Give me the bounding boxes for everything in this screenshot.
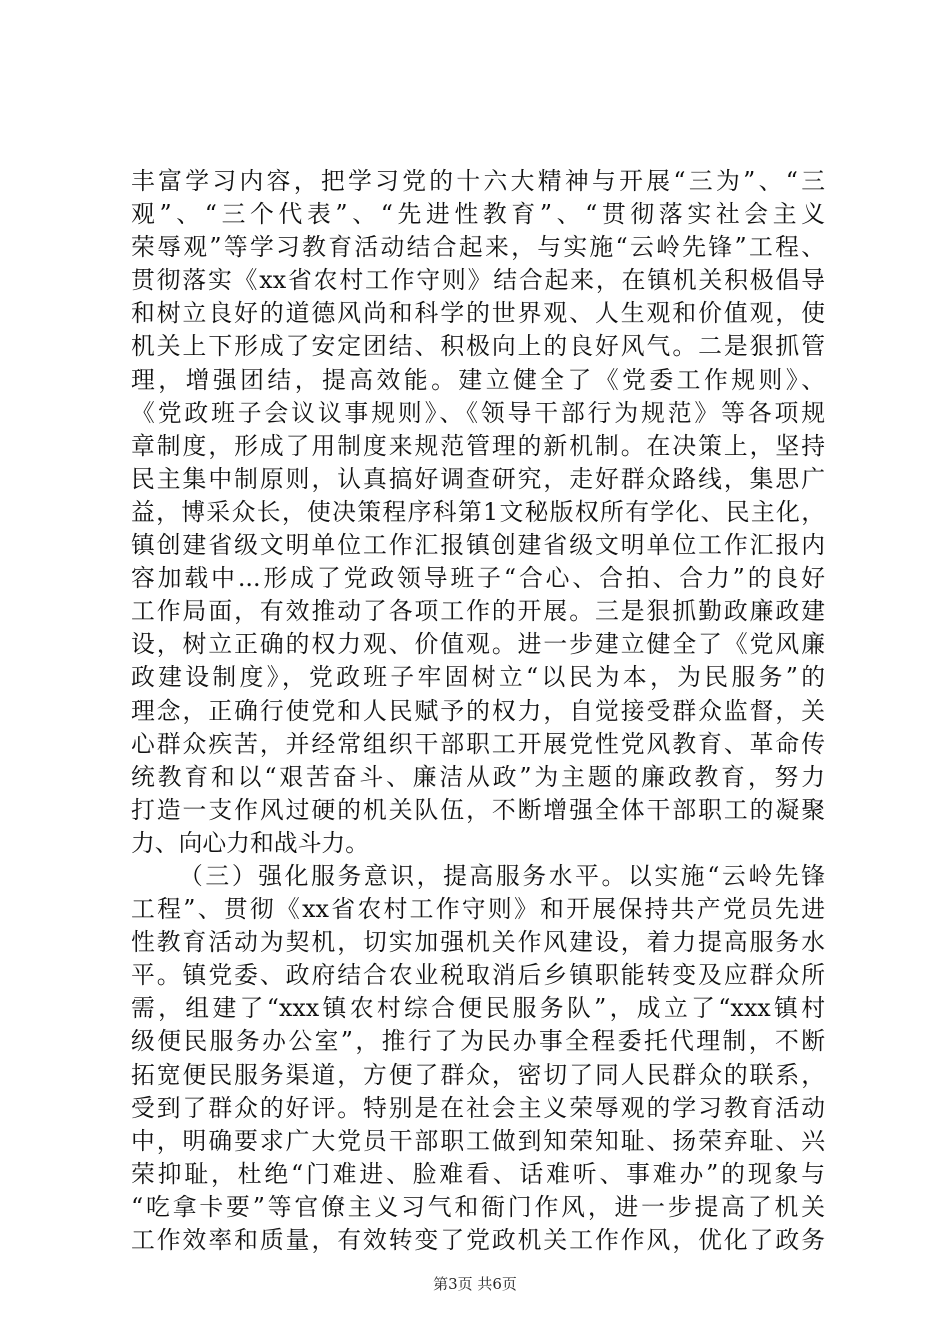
- text-line: 拓宽便民服务渠道，方便了群众，密切了同人民群众的联系，: [131, 1060, 825, 1089]
- text-line: 荣抑耻，杜绝“门难进、脸难看、话难听、事难办”的现象与: [131, 1159, 825, 1188]
- text-line: 机关上下形成了安定团结、积极向上的良好风气。二是狠抓管: [131, 332, 825, 361]
- text-line: 民主集中制原则，认真搞好调查研究，走好群众路线，集思广: [131, 464, 825, 493]
- page-footer: [0, 1273, 950, 1294]
- text-line: 《党政班子会议议事规则》、《领导干部行为规范》等各项规: [131, 398, 825, 427]
- text-line: 平。镇党委、政府结合农业税取消后乡镇职能转变及应群众所: [131, 961, 825, 990]
- text-line: 容加载中...形成了党政领导班子“合心、合拍、合力”的良好: [131, 564, 825, 593]
- text-line: 中，明确要求广大党员干部职工做到知荣知耻、扬荣弃耻、兴: [131, 1126, 825, 1155]
- text-line: “吃拿卡要”等官僚主义习气和衙门作风，进一步提高了机关: [131, 1192, 825, 1221]
- page-number: 第3页 共6页: [433, 1275, 517, 1293]
- text-line: 贯彻落实《xx省农村工作守则》结合起来，在镇机关积极倡导: [131, 266, 825, 295]
- text-line: 设，树立正确的权力观、价值观。进一步建立健全了《党风廉: [131, 630, 825, 659]
- text-line: 章制度，形成了用制度来规范管理的新机制。在决策上，坚持: [131, 431, 825, 460]
- text-line: 荣辱观”等学习教育活动结合起来，与实施“云岭先锋”工程、: [131, 233, 825, 262]
- text-line: 需，组建了“xxx镇农村综合便民服务队”，成立了“xxx镇村: [131, 994, 825, 1023]
- text-line: 级便民服务办公室”，推行了为民办事全程委托代理制，不断: [131, 1027, 825, 1056]
- text-line: 力、向心力和战斗力。: [131, 828, 369, 857]
- document-body: [131, 165, 825, 1257]
- text-line: 心群众疾苦，并经常组织干部职工开展党性党风教育、革命传: [131, 729, 825, 758]
- text-line: 理念，正确行使党和人民赋予的权力，自觉接受群众监督，关: [131, 696, 825, 725]
- text-line: 工作局面，有效推动了各项工作的开展。三是狠抓勤政廉政建: [131, 597, 825, 626]
- text-line: 益，博采众长，使决策程序科第1文秘版权所有学化、民主化，: [131, 497, 825, 526]
- text-line: 工程”、贯彻《xx省农村工作守则》和开展保持共产党员先进: [131, 895, 825, 924]
- text-line: 统教育和以“艰苦奋斗、廉洁从政”为主题的廉政教育，努力: [131, 762, 825, 791]
- text-line: 打造一支作风过硬的机关队伍，不断增强全体干部职工的凝聚: [131, 795, 825, 824]
- text-line: 观”、“三个代表”、“先进性教育”、“贯彻落实社会主义: [131, 200, 825, 229]
- text-line: 性教育活动为契机，切实加强机关作风建设，着力提高服务水: [131, 928, 825, 957]
- text-line: 工作效率和质量，有效转变了党政机关工作作风，优化了政务: [131, 1226, 825, 1254]
- text-line: 政建设制度》，党政班子牢固树立“以民为本，为民服务”的: [131, 663, 825, 692]
- section-heading-line: （三）强化服务意识，提高服务水平。以实施“云岭先锋: [179, 861, 825, 890]
- text-line: 理，增强团结，提高效能。建立健全了《党委工作规则》、: [131, 365, 825, 394]
- text-line: 镇创建省级文明单位工作汇报镇创建省级文明单位工作汇报内: [131, 531, 825, 560]
- text-line: 丰富学习内容，把学习党的十六大精神与开展“三为”、“三: [131, 167, 825, 195]
- text-line: 受到了群众的好评。特别是在社会主义荣辱观的学习教育活动: [131, 1093, 825, 1122]
- text-line: 和树立良好的道德风尚和科学的世界观、人生观和价值观，使: [131, 299, 825, 328]
